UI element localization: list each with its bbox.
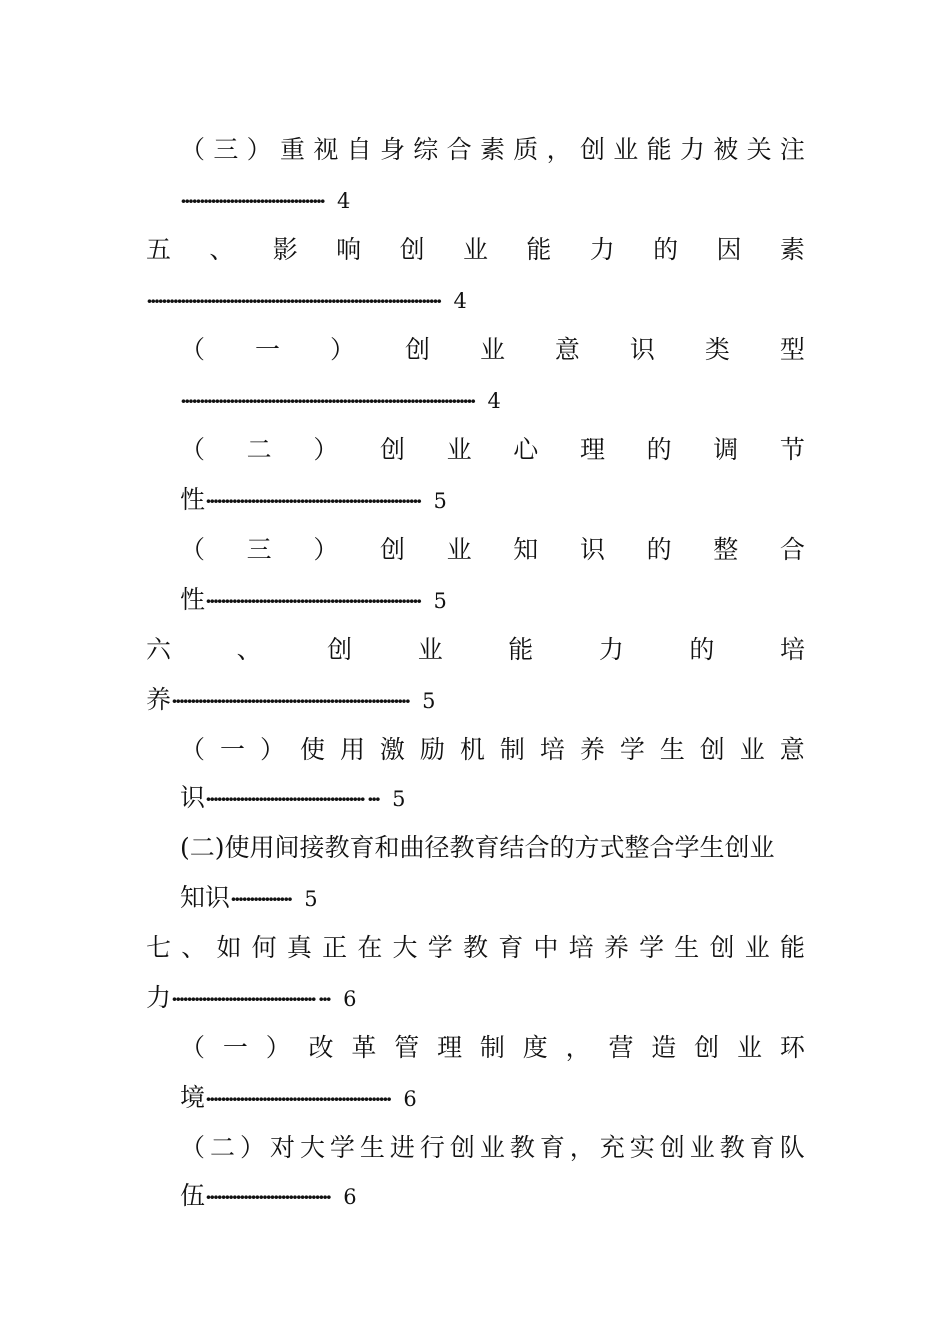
toc-title-char: 识	[629, 335, 655, 364]
toc-title-char: （	[180, 735, 206, 764]
toc-entry-title-line[interactable]	[180, 130, 805, 170]
toc-page-number: 6	[343, 1185, 357, 1209]
toc-dot-leader: ·········································· ···	[205, 787, 379, 811]
toc-title-char: 充	[599, 1133, 625, 1162]
toc-entry-title-line[interactable]	[146, 230, 805, 270]
toc-title-char: 培	[539, 735, 565, 764]
toc-title-char: ）	[246, 135, 272, 164]
toc-title-char: 营	[608, 1033, 634, 1062]
toc-dot-leader: ··············································································	[146, 289, 440, 313]
toc-entry-title-line[interactable]	[180, 730, 805, 770]
toc-page-number: 4	[453, 289, 467, 313]
toc-title-char: 二	[246, 435, 272, 464]
toc-title-char: 关	[746, 135, 772, 164]
toc-title-char: 的	[689, 635, 715, 664]
toc-page-number: 6	[343, 987, 357, 1011]
toc-dot-leader: ··············································································	[180, 389, 474, 413]
toc-title-char: 教	[509, 1133, 535, 1162]
toc-dot-leader: ·································	[205, 1185, 330, 1209]
toc-title-char: 创	[379, 535, 405, 564]
toc-page-number: 4	[337, 189, 351, 213]
toc-title-char: 业	[462, 235, 488, 264]
toc-title-char: 业	[613, 135, 639, 164]
toc-title-char: 学	[427, 933, 453, 962]
toc-title-char: （	[180, 335, 206, 364]
toc-entry-leader-line[interactable]	[180, 1078, 805, 1118]
toc-title-char: 用	[339, 735, 365, 764]
toc-title-char: 业	[446, 435, 472, 464]
toc-title-char: 创	[449, 1133, 475, 1162]
toc-title-char: 教	[462, 933, 488, 962]
toc-title-char: 视	[313, 135, 339, 164]
toc-title-char: ）	[313, 535, 339, 564]
toc-title-char: 三	[213, 135, 239, 164]
toc-title-char: 注	[779, 135, 805, 164]
toc-title-char: 六	[146, 635, 172, 664]
toc-title-char: 创	[699, 735, 725, 764]
toc-title-char: 业	[736, 1033, 762, 1062]
toc-title-char: 育	[539, 1133, 565, 1162]
toc-title-char: 进	[389, 1133, 415, 1162]
toc-entry-leader-line[interactable]	[146, 280, 805, 320]
toc-title-char: 真	[286, 933, 312, 962]
toc-title-tail: 力	[146, 983, 172, 1012]
toc-title-tail: 知识	[180, 883, 231, 912]
toc-title-char: 大	[299, 1133, 325, 1162]
toc-title-char: 、	[209, 235, 235, 264]
toc-title-char: ）	[329, 335, 355, 364]
toc-entry-leader-line[interactable]	[146, 978, 805, 1018]
toc-title-char: 业	[739, 735, 765, 764]
toc-title-char: 五	[146, 235, 172, 264]
toc-title-char: 因	[716, 235, 742, 264]
toc-title-char: 素	[779, 235, 805, 264]
toc-title-char: 的	[646, 535, 672, 564]
toc-title-char: 激	[379, 735, 405, 764]
toc-title-char: 中	[533, 933, 559, 962]
toc-title-char: 育	[498, 933, 524, 962]
toc-title-char: ）	[259, 735, 285, 764]
toc-title-char: 影	[272, 235, 298, 264]
toc-title-char: 教	[719, 1133, 745, 1162]
toc-title-char: 创	[399, 235, 425, 264]
toc-title-tail: 养	[146, 685, 172, 714]
toc-title-char: 改	[308, 1033, 334, 1062]
toc-title-char: 使	[299, 735, 325, 764]
toc-title-char: 创	[404, 335, 430, 364]
toc-title-char: 一	[222, 1033, 248, 1062]
toc-title-char: 养	[579, 735, 605, 764]
toc-title-char: 重	[279, 135, 305, 164]
toc-dot-leader: ·················································	[205, 1087, 390, 1111]
toc-title-char: 生	[674, 933, 700, 962]
toc-dot-leader: ·························································	[205, 489, 420, 513]
toc-dot-leader: ·························································	[205, 589, 420, 613]
toc-title-char: 创	[379, 435, 405, 464]
toc-dot-leader: ·······························································	[171, 689, 409, 713]
toc-title-char: 培	[568, 933, 594, 962]
toc-entry-title-line[interactable]	[146, 928, 805, 968]
toc-entry-title-line[interactable]	[180, 1128, 805, 1168]
toc-title-char: 如	[216, 933, 242, 962]
toc-title-char: 三	[246, 535, 272, 564]
toc-title-char: 制	[479, 1033, 505, 1062]
toc-title-char: 能	[508, 635, 534, 664]
toc-title-char: 励	[419, 735, 445, 764]
toc-page-number: 5	[433, 589, 447, 613]
toc-title-char: 能	[526, 235, 552, 264]
toc-entry-title-line[interactable]	[180, 530, 805, 570]
toc-title-char: 能	[779, 933, 805, 962]
toc-title-char: 合	[446, 135, 472, 164]
toc-entry-leader-line[interactable]	[180, 180, 805, 220]
toc-title-char: 造	[651, 1033, 677, 1062]
toc-entry-leader-line[interactable]	[180, 778, 805, 818]
toc-title-char: 机	[459, 735, 485, 764]
toc-dot-leader: ················	[230, 887, 291, 911]
toc-title-char: (二)使用间接教育和曲径教育结合的方式整合学生创业	[180, 833, 775, 862]
toc-page-number: 5	[422, 689, 436, 713]
toc-title-char: 在	[357, 933, 383, 962]
toc-title-char: 质	[513, 135, 539, 164]
toc-title-char: 创	[709, 933, 735, 962]
toc-entry-leader-line[interactable]	[180, 580, 805, 620]
toc-title-char: 节	[779, 435, 805, 464]
toc-title-char: 大	[392, 933, 418, 962]
toc-title-char: ，	[546, 135, 572, 164]
toc-entry-leader-line[interactable]	[180, 1176, 805, 1216]
toc-title-char: 生	[359, 1133, 385, 1162]
toc-entry-title-line[interactable]	[180, 430, 805, 470]
toc-title-char: 心	[513, 435, 539, 464]
toc-title-char: 队	[779, 1133, 805, 1162]
toc-title-char: 养	[603, 933, 629, 962]
toc-title-char: 正	[322, 933, 348, 962]
toc-title-char: 型	[779, 335, 805, 364]
toc-title-char: 育	[749, 1133, 775, 1162]
toc-page-number: 6	[403, 1087, 417, 1111]
toc-title-char: 意	[779, 735, 805, 764]
toc-page-number: 5	[392, 787, 406, 811]
toc-title-char: 素	[479, 135, 505, 164]
toc-title-char: 度	[522, 1033, 548, 1062]
toc-title-char: 学	[329, 1133, 355, 1162]
toc-title-char: 综	[413, 135, 439, 164]
toc-title-char: ）	[313, 435, 339, 464]
toc-title-char: 七	[146, 933, 172, 962]
toc-entry-title-line[interactable]	[180, 1028, 805, 1068]
toc-title-char: 理	[579, 435, 605, 464]
toc-title-char: ，	[569, 1133, 595, 1162]
toc-entry-leader-line[interactable]	[180, 380, 805, 420]
toc-title-char: 业	[479, 335, 505, 364]
toc-page-number: 5	[433, 489, 447, 513]
toc-entry-title-line[interactable]	[180, 828, 805, 868]
toc-title-char: 业	[744, 933, 770, 962]
toc-title-tail: 伍	[180, 1181, 206, 1210]
toc-title-char: 创	[579, 135, 605, 164]
toc-dot-leader: ······································	[180, 189, 323, 213]
toc-title-char: 业	[446, 535, 472, 564]
toc-title-char: 创	[659, 1133, 685, 1162]
toc-title-char: 一	[219, 735, 245, 764]
toc-title-char: 二	[209, 1133, 235, 1162]
toc-title-tail: 境	[180, 1083, 206, 1112]
toc-title-char: 自	[346, 135, 372, 164]
toc-entry-leader-line[interactable]	[180, 480, 805, 520]
toc-title-char: （	[180, 135, 206, 164]
toc-title-char: 合	[779, 535, 805, 564]
toc-title-char: 革	[351, 1033, 377, 1062]
toc-entry-leader-line[interactable]	[146, 680, 805, 720]
toc-title-char: 环	[779, 1033, 805, 1062]
toc-title-char: 调	[713, 435, 739, 464]
toc-title-char: 被	[713, 135, 739, 164]
toc-title-char: 学	[619, 735, 645, 764]
toc-title-char: 力	[598, 635, 624, 664]
toc-title-char: 力	[679, 135, 705, 164]
toc-title-char: 对	[269, 1133, 295, 1162]
toc-title-char: 知	[513, 535, 539, 564]
toc-title-char: 响	[336, 235, 362, 264]
toc-title-char: 创	[694, 1033, 720, 1062]
toc-title-char: ）	[239, 1133, 265, 1162]
toc-page-number: 4	[487, 389, 501, 413]
toc-title-char: 整	[713, 535, 739, 564]
toc-title-char: 行	[419, 1133, 445, 1162]
toc-title-char: 的	[646, 435, 672, 464]
toc-title-char: 何	[251, 933, 277, 962]
toc-title-char: 识	[579, 535, 605, 564]
toc-title-char: 的	[653, 235, 679, 264]
toc-title-char: （	[180, 535, 206, 564]
toc-title-char: 类	[704, 335, 730, 364]
toc-title-char: 创	[327, 635, 353, 664]
toc-title-tail: 识	[180, 783, 206, 812]
toc-title-char: 一	[254, 335, 280, 364]
toc-title-char: 理	[437, 1033, 463, 1062]
toc-title-char: 意	[554, 335, 580, 364]
toc-title-tail: 性	[180, 485, 206, 514]
toc-title-char: 生	[659, 735, 685, 764]
toc-entry-title-line[interactable]	[180, 330, 805, 370]
toc-title-char: （	[180, 435, 206, 464]
toc-dot-leader: ······································ ···	[171, 987, 330, 1011]
toc-title-char: 管	[394, 1033, 420, 1062]
toc-title-char: （	[180, 1133, 206, 1162]
toc-title-char: 、	[181, 933, 207, 962]
toc-title-char: 业	[417, 635, 443, 664]
toc-page-number: 5	[304, 887, 318, 911]
toc-title-char: 实	[629, 1133, 655, 1162]
toc-entry-title-line[interactable]	[146, 630, 805, 670]
toc-title-char: 学	[639, 933, 665, 962]
toc-title-char: 力	[589, 235, 615, 264]
toc-title-char: 身	[379, 135, 405, 164]
toc-title-char: 业	[479, 1133, 505, 1162]
toc-title-char: （	[180, 1033, 206, 1062]
toc-title-char: 业	[689, 1133, 715, 1162]
toc-title-char: 、	[236, 635, 262, 664]
toc-title-char: ，	[565, 1033, 591, 1062]
toc-title-char: 培	[779, 635, 805, 664]
toc-title-char: ）	[265, 1033, 291, 1062]
toc-title-char: 制	[499, 735, 525, 764]
toc-title-tail: 性	[180, 585, 206, 614]
toc-entry-leader-line[interactable]	[180, 878, 805, 918]
toc-title-char: 能	[646, 135, 672, 164]
